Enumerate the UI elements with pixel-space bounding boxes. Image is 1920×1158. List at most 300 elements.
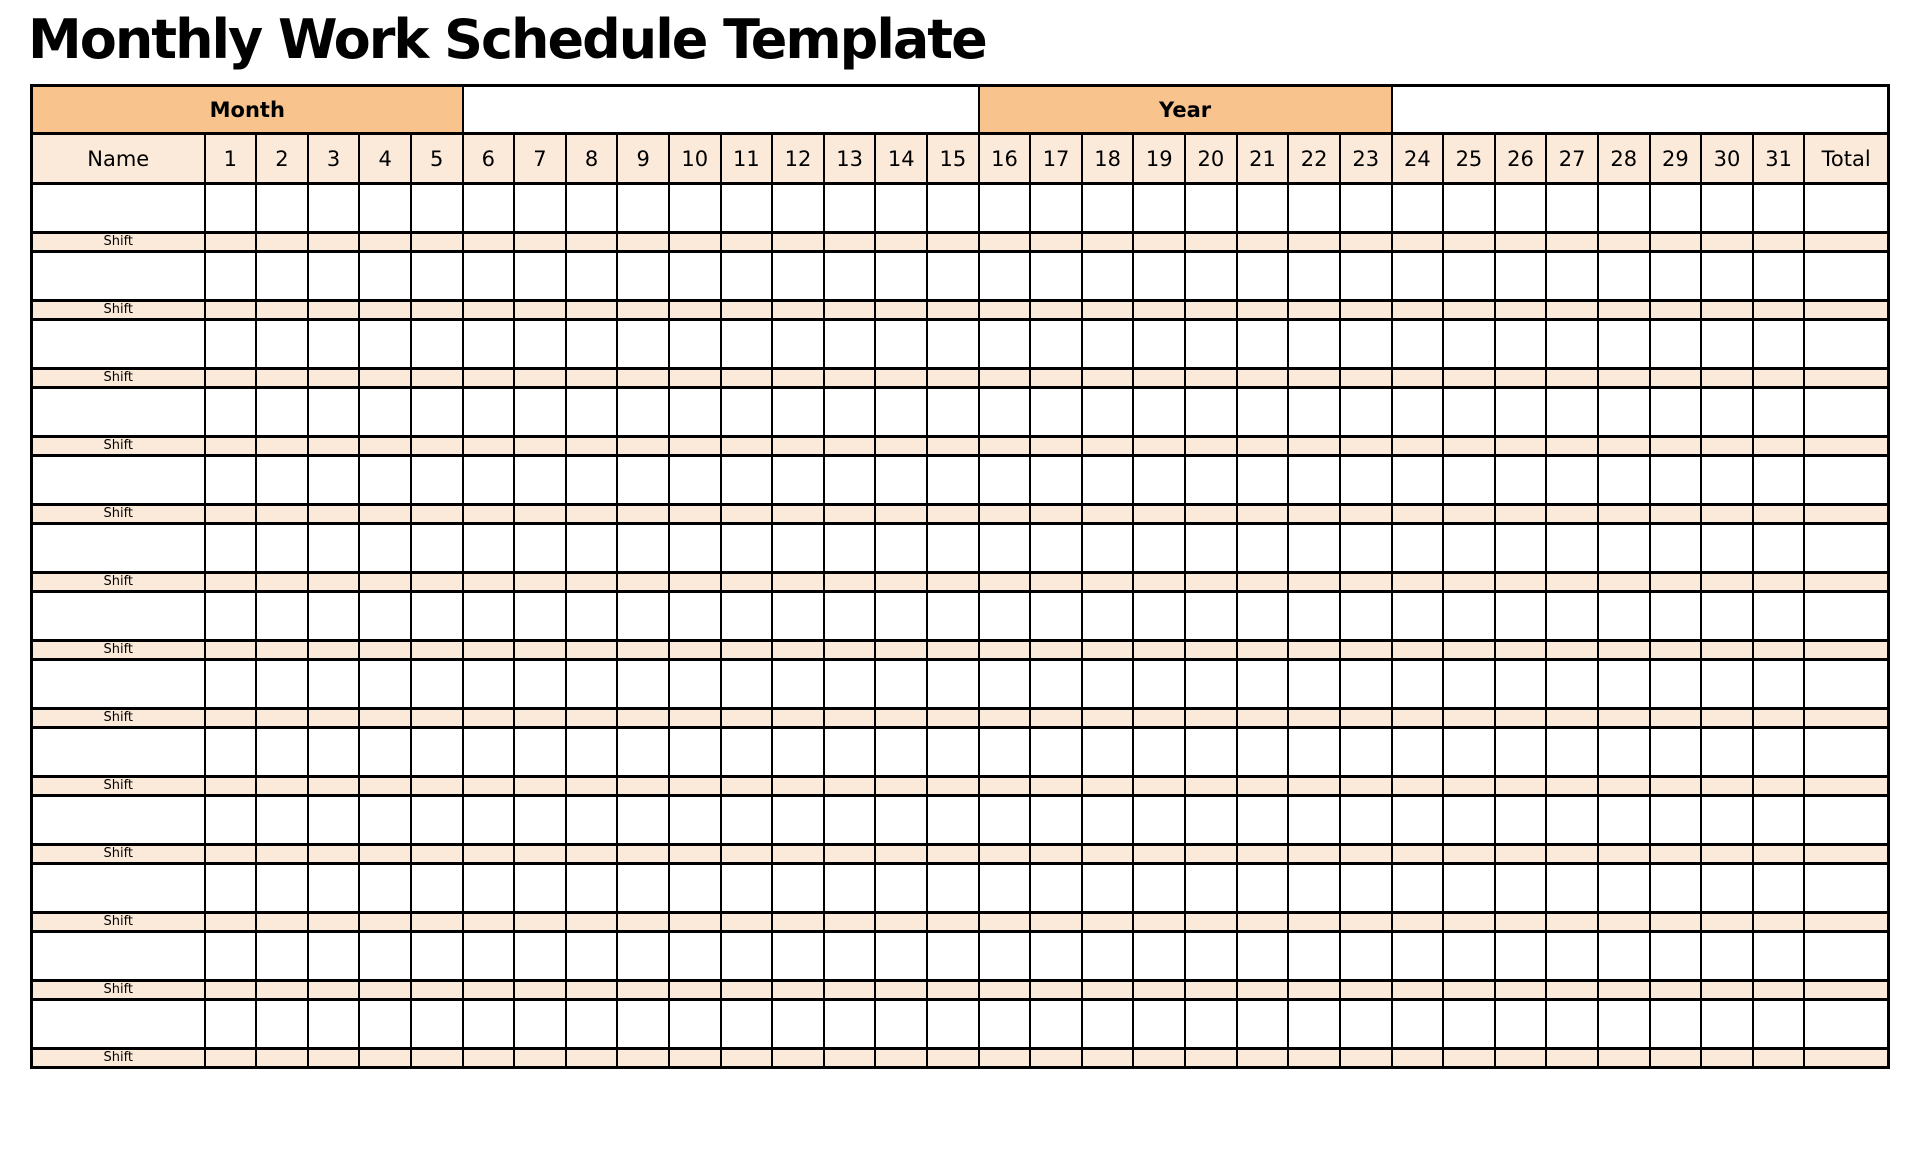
shift-entry-cell[interactable] bbox=[1030, 573, 1082, 592]
day-entry-cell[interactable] bbox=[1340, 932, 1392, 981]
day-entry-cell[interactable] bbox=[721, 184, 773, 233]
shift-entry-cell[interactable] bbox=[927, 1049, 979, 1068]
day-entry-cell[interactable] bbox=[875, 320, 927, 369]
day-entry-cell[interactable] bbox=[1753, 592, 1805, 641]
shift-entry-cell[interactable] bbox=[1495, 369, 1547, 388]
day-entry-cell[interactable] bbox=[1237, 796, 1289, 845]
day-entry-cell[interactable] bbox=[1753, 320, 1805, 369]
day-entry-cell[interactable] bbox=[1133, 932, 1185, 981]
shift-entry-cell[interactable] bbox=[1650, 641, 1702, 660]
shift-entry-cell[interactable] bbox=[1340, 641, 1392, 660]
shift-entry-cell[interactable] bbox=[1185, 913, 1237, 932]
day-entry-cell[interactable] bbox=[1598, 728, 1650, 777]
day-entry-cell[interactable] bbox=[721, 592, 773, 641]
day-entry-cell[interactable] bbox=[205, 252, 257, 301]
shift-entry-cell[interactable] bbox=[669, 981, 721, 1000]
shift-entry-cell[interactable] bbox=[1133, 573, 1185, 592]
shift-entry-cell[interactable] bbox=[359, 777, 411, 796]
shift-entry-cell[interactable] bbox=[721, 709, 773, 728]
day-entry-cell[interactable] bbox=[1082, 320, 1134, 369]
shift-entry-cell[interactable] bbox=[721, 777, 773, 796]
shift-entry-cell[interactable] bbox=[875, 573, 927, 592]
day-entry-cell[interactable] bbox=[1133, 592, 1185, 641]
day-entry-cell[interactable] bbox=[1237, 388, 1289, 437]
shift-entry-cell[interactable] bbox=[721, 641, 773, 660]
day-entry-cell[interactable] bbox=[979, 796, 1031, 845]
day-entry-cell[interactable] bbox=[205, 524, 257, 573]
employee-name-cell[interactable] bbox=[32, 320, 205, 369]
shift-entry-cell[interactable] bbox=[979, 641, 1031, 660]
shift-entry-cell[interactable] bbox=[1030, 1049, 1082, 1068]
shift-entry-cell[interactable] bbox=[927, 233, 979, 252]
shift-entry-cell[interactable] bbox=[566, 777, 618, 796]
shift-entry-cell[interactable] bbox=[1030, 233, 1082, 252]
shift-entry-cell[interactable] bbox=[308, 777, 360, 796]
shift-entry-cell[interactable] bbox=[1701, 369, 1753, 388]
shift-entry-cell[interactable] bbox=[1082, 301, 1134, 320]
day-entry-cell[interactable] bbox=[927, 796, 979, 845]
day-entry-cell[interactable] bbox=[359, 320, 411, 369]
shift-entry-cell[interactable] bbox=[1495, 845, 1547, 864]
day-entry-cell[interactable] bbox=[1546, 456, 1598, 505]
shift-entry-cell[interactable] bbox=[1185, 369, 1237, 388]
shift-entry-cell[interactable] bbox=[1288, 641, 1340, 660]
shift-entry-cell[interactable] bbox=[1082, 641, 1134, 660]
day-entry-cell[interactable] bbox=[1598, 524, 1650, 573]
day-entry-cell[interactable] bbox=[1701, 728, 1753, 777]
day-entry-cell[interactable] bbox=[772, 932, 824, 981]
shift-entry-cell[interactable] bbox=[1340, 777, 1392, 796]
shift-entry-cell[interactable] bbox=[514, 301, 566, 320]
day-entry-cell[interactable] bbox=[308, 864, 360, 913]
day-entry-cell[interactable] bbox=[463, 1000, 515, 1049]
shift-entry-cell[interactable] bbox=[463, 233, 515, 252]
shift-entry-cell[interactable] bbox=[1340, 913, 1392, 932]
shift-entry-cell[interactable] bbox=[1133, 505, 1185, 524]
day-entry-cell[interactable] bbox=[1133, 524, 1185, 573]
day-entry-cell[interactable] bbox=[721, 388, 773, 437]
shift-entry-cell[interactable] bbox=[514, 573, 566, 592]
shift-entry-cell[interactable] bbox=[1340, 845, 1392, 864]
shift-entry-cell[interactable] bbox=[1598, 233, 1650, 252]
day-entry-cell[interactable] bbox=[566, 592, 618, 641]
day-entry-cell[interactable] bbox=[824, 864, 876, 913]
shift-entry-cell[interactable] bbox=[411, 777, 463, 796]
shift-entry-cell[interactable] bbox=[205, 369, 257, 388]
shift-entry-cell[interactable] bbox=[463, 505, 515, 524]
shift-entry-cell[interactable] bbox=[669, 641, 721, 660]
shift-entry-cell[interactable] bbox=[1546, 1049, 1598, 1068]
shift-entry-cell[interactable] bbox=[824, 641, 876, 660]
day-entry-cell[interactable] bbox=[1650, 728, 1702, 777]
day-entry-cell[interactable] bbox=[772, 388, 824, 437]
shift-entry-cell[interactable] bbox=[411, 913, 463, 932]
shift-entry-cell[interactable] bbox=[205, 709, 257, 728]
day-entry-cell[interactable] bbox=[1288, 320, 1340, 369]
shift-entry-cell[interactable] bbox=[1082, 709, 1134, 728]
day-entry-cell[interactable] bbox=[1650, 456, 1702, 505]
day-entry-cell[interactable] bbox=[566, 184, 618, 233]
day-entry-cell[interactable] bbox=[1650, 388, 1702, 437]
shift-entry-cell[interactable] bbox=[1392, 369, 1444, 388]
shift-entry-cell[interactable] bbox=[566, 913, 618, 932]
shift-entry-cell[interactable] bbox=[1133, 437, 1185, 456]
shift-entry-cell[interactable] bbox=[1753, 573, 1805, 592]
shift-entry-cell[interactable] bbox=[1753, 709, 1805, 728]
shift-entry-cell[interactable] bbox=[1546, 981, 1598, 1000]
day-entry-cell[interactable] bbox=[1598, 864, 1650, 913]
day-entry-cell[interactable] bbox=[1650, 1000, 1702, 1049]
shift-entry-cell[interactable] bbox=[1392, 573, 1444, 592]
shift-entry-cell[interactable] bbox=[1237, 709, 1289, 728]
shift-entry-cell[interactable] bbox=[772, 301, 824, 320]
day-entry-cell[interactable] bbox=[205, 456, 257, 505]
day-entry-cell[interactable] bbox=[772, 864, 824, 913]
employee-name-cell[interactable] bbox=[32, 932, 205, 981]
shift-entry-cell[interactable] bbox=[927, 505, 979, 524]
day-entry-cell[interactable] bbox=[617, 252, 669, 301]
day-entry-cell[interactable] bbox=[1392, 864, 1444, 913]
day-entry-cell[interactable] bbox=[1701, 456, 1753, 505]
day-entry-cell[interactable] bbox=[979, 864, 1031, 913]
employee-name-cell[interactable] bbox=[32, 592, 205, 641]
shift-entry-cell[interactable] bbox=[617, 301, 669, 320]
day-entry-cell[interactable] bbox=[566, 456, 618, 505]
shift-entry-cell[interactable] bbox=[927, 641, 979, 660]
shift-entry-cell[interactable] bbox=[617, 1049, 669, 1068]
shift-entry-cell[interactable] bbox=[1443, 981, 1495, 1000]
day-entry-cell[interactable] bbox=[566, 796, 618, 845]
day-entry-cell[interactable] bbox=[1288, 864, 1340, 913]
day-entry-cell[interactable] bbox=[1340, 864, 1392, 913]
shift-entry-cell[interactable] bbox=[1650, 777, 1702, 796]
shift-entry-cell[interactable] bbox=[205, 981, 257, 1000]
shift-entry-cell[interactable] bbox=[1392, 913, 1444, 932]
day-entry-cell[interactable] bbox=[1598, 932, 1650, 981]
shift-entry-cell[interactable] bbox=[411, 845, 463, 864]
total-entry-cell[interactable] bbox=[1804, 728, 1888, 777]
day-entry-cell[interactable] bbox=[1133, 252, 1185, 301]
shift-entry-cell[interactable] bbox=[772, 777, 824, 796]
shift-entry-cell[interactable] bbox=[1237, 913, 1289, 932]
day-entry-cell[interactable] bbox=[1546, 796, 1598, 845]
day-entry-cell[interactable] bbox=[1495, 456, 1547, 505]
shift-entry-cell[interactable] bbox=[1495, 437, 1547, 456]
shift-entry-cell[interactable] bbox=[514, 505, 566, 524]
shift-entry-cell[interactable] bbox=[617, 709, 669, 728]
shift-entry-cell[interactable] bbox=[205, 233, 257, 252]
shift-entry-cell[interactable] bbox=[1392, 981, 1444, 1000]
shift-entry-cell[interactable] bbox=[1443, 369, 1495, 388]
shift-entry-cell[interactable] bbox=[1443, 437, 1495, 456]
shift-total-cell[interactable] bbox=[1804, 1049, 1888, 1068]
shift-entry-cell[interactable] bbox=[411, 233, 463, 252]
shift-entry-cell[interactable] bbox=[411, 981, 463, 1000]
shift-entry-cell[interactable] bbox=[1495, 777, 1547, 796]
day-entry-cell[interactable] bbox=[1598, 184, 1650, 233]
shift-entry-cell[interactable] bbox=[875, 505, 927, 524]
shift-entry-cell[interactable] bbox=[927, 573, 979, 592]
shift-entry-cell[interactable] bbox=[308, 233, 360, 252]
total-entry-cell[interactable] bbox=[1804, 252, 1888, 301]
day-entry-cell[interactable] bbox=[514, 184, 566, 233]
shift-entry-cell[interactable] bbox=[1185, 437, 1237, 456]
shift-entry-cell[interactable] bbox=[1288, 913, 1340, 932]
day-entry-cell[interactable] bbox=[1443, 796, 1495, 845]
day-entry-cell[interactable] bbox=[1185, 388, 1237, 437]
employee-name-cell[interactable] bbox=[32, 660, 205, 709]
day-entry-cell[interactable] bbox=[463, 660, 515, 709]
day-entry-cell[interactable] bbox=[1392, 456, 1444, 505]
day-entry-cell[interactable] bbox=[1495, 864, 1547, 913]
shift-entry-cell[interactable] bbox=[1237, 641, 1289, 660]
day-entry-cell[interactable] bbox=[1185, 592, 1237, 641]
day-entry-cell[interactable] bbox=[359, 252, 411, 301]
day-entry-cell[interactable] bbox=[411, 660, 463, 709]
shift-entry-cell[interactable] bbox=[411, 437, 463, 456]
shift-entry-cell[interactable] bbox=[514, 369, 566, 388]
day-entry-cell[interactable] bbox=[205, 592, 257, 641]
shift-entry-cell[interactable] bbox=[772, 1049, 824, 1068]
shift-entry-cell[interactable] bbox=[1392, 641, 1444, 660]
shift-entry-cell[interactable] bbox=[256, 777, 308, 796]
day-entry-cell[interactable] bbox=[359, 796, 411, 845]
shift-entry-cell[interactable] bbox=[1443, 709, 1495, 728]
day-entry-cell[interactable] bbox=[1288, 932, 1340, 981]
shift-total-cell[interactable] bbox=[1804, 437, 1888, 456]
day-entry-cell[interactable] bbox=[979, 456, 1031, 505]
shift-entry-cell[interactable] bbox=[1237, 573, 1289, 592]
shift-entry-cell[interactable] bbox=[617, 845, 669, 864]
shift-entry-cell[interactable] bbox=[308, 437, 360, 456]
shift-entry-cell[interactable] bbox=[875, 437, 927, 456]
shift-total-cell[interactable] bbox=[1804, 641, 1888, 660]
day-entry-cell[interactable] bbox=[308, 524, 360, 573]
shift-entry-cell[interactable] bbox=[256, 981, 308, 1000]
day-entry-cell[interactable] bbox=[1546, 524, 1598, 573]
shift-entry-cell[interactable] bbox=[721, 913, 773, 932]
shift-total-cell[interactable] bbox=[1804, 573, 1888, 592]
day-entry-cell[interactable] bbox=[1495, 388, 1547, 437]
day-entry-cell[interactable] bbox=[411, 864, 463, 913]
day-entry-cell[interactable] bbox=[772, 796, 824, 845]
day-entry-cell[interactable] bbox=[721, 796, 773, 845]
day-entry-cell[interactable] bbox=[411, 592, 463, 641]
shift-entry-cell[interactable] bbox=[1340, 233, 1392, 252]
shift-entry-cell[interactable] bbox=[721, 845, 773, 864]
day-entry-cell[interactable] bbox=[772, 184, 824, 233]
shift-entry-cell[interactable] bbox=[1288, 845, 1340, 864]
day-entry-cell[interactable] bbox=[1443, 456, 1495, 505]
year-input-cell[interactable] bbox=[1392, 86, 1889, 134]
shift-entry-cell[interactable] bbox=[979, 369, 1031, 388]
day-entry-cell[interactable] bbox=[256, 660, 308, 709]
day-entry-cell[interactable] bbox=[1495, 932, 1547, 981]
day-entry-cell[interactable] bbox=[979, 388, 1031, 437]
shift-entry-cell[interactable] bbox=[617, 777, 669, 796]
day-entry-cell[interactable] bbox=[875, 524, 927, 573]
shift-entry-cell[interactable] bbox=[514, 233, 566, 252]
day-entry-cell[interactable] bbox=[1753, 660, 1805, 709]
day-entry-cell[interactable] bbox=[1392, 728, 1444, 777]
day-entry-cell[interactable] bbox=[514, 932, 566, 981]
shift-entry-cell[interactable] bbox=[359, 641, 411, 660]
day-entry-cell[interactable] bbox=[1443, 728, 1495, 777]
day-entry-cell[interactable] bbox=[1185, 456, 1237, 505]
shift-entry-cell[interactable] bbox=[1753, 845, 1805, 864]
day-entry-cell[interactable] bbox=[1546, 932, 1598, 981]
shift-entry-cell[interactable] bbox=[411, 301, 463, 320]
shift-entry-cell[interactable] bbox=[205, 301, 257, 320]
day-entry-cell[interactable] bbox=[411, 796, 463, 845]
day-entry-cell[interactable] bbox=[1546, 864, 1598, 913]
day-entry-cell[interactable] bbox=[1753, 1000, 1805, 1049]
shift-entry-cell[interactable] bbox=[1082, 573, 1134, 592]
shift-entry-cell[interactable] bbox=[1650, 1049, 1702, 1068]
shift-entry-cell[interactable] bbox=[359, 1049, 411, 1068]
shift-entry-cell[interactable] bbox=[256, 437, 308, 456]
shift-entry-cell[interactable] bbox=[1753, 1049, 1805, 1068]
shift-entry-cell[interactable] bbox=[256, 369, 308, 388]
shift-entry-cell[interactable] bbox=[824, 913, 876, 932]
day-entry-cell[interactable] bbox=[359, 184, 411, 233]
day-entry-cell[interactable] bbox=[1237, 864, 1289, 913]
day-entry-cell[interactable] bbox=[1185, 184, 1237, 233]
day-entry-cell[interactable] bbox=[979, 1000, 1031, 1049]
day-entry-cell[interactable] bbox=[1237, 184, 1289, 233]
shift-entry-cell[interactable] bbox=[1495, 981, 1547, 1000]
shift-entry-cell[interactable] bbox=[1443, 777, 1495, 796]
shift-entry-cell[interactable] bbox=[1495, 301, 1547, 320]
shift-entry-cell[interactable] bbox=[1185, 709, 1237, 728]
shift-entry-cell[interactable] bbox=[772, 233, 824, 252]
shift-entry-cell[interactable] bbox=[1392, 777, 1444, 796]
day-entry-cell[interactable] bbox=[1133, 184, 1185, 233]
shift-entry-cell[interactable] bbox=[772, 981, 824, 1000]
day-entry-cell[interactable] bbox=[824, 660, 876, 709]
day-entry-cell[interactable] bbox=[1185, 728, 1237, 777]
employee-name-cell[interactable] bbox=[32, 1000, 205, 1049]
day-entry-cell[interactable] bbox=[1392, 388, 1444, 437]
shift-entry-cell[interactable] bbox=[927, 301, 979, 320]
shift-entry-cell[interactable] bbox=[824, 301, 876, 320]
shift-entry-cell[interactable] bbox=[1185, 777, 1237, 796]
day-entry-cell[interactable] bbox=[824, 524, 876, 573]
day-entry-cell[interactable] bbox=[308, 320, 360, 369]
day-entry-cell[interactable] bbox=[411, 456, 463, 505]
shift-entry-cell[interactable] bbox=[1030, 437, 1082, 456]
shift-entry-cell[interactable] bbox=[359, 437, 411, 456]
day-entry-cell[interactable] bbox=[205, 1000, 257, 1049]
shift-entry-cell[interactable] bbox=[1546, 437, 1598, 456]
shift-entry-cell[interactable] bbox=[1030, 505, 1082, 524]
shift-entry-cell[interactable] bbox=[411, 505, 463, 524]
day-entry-cell[interactable] bbox=[1030, 388, 1082, 437]
shift-entry-cell[interactable] bbox=[1598, 777, 1650, 796]
total-entry-cell[interactable] bbox=[1804, 184, 1888, 233]
shift-entry-cell[interactable] bbox=[463, 777, 515, 796]
shift-entry-cell[interactable] bbox=[256, 233, 308, 252]
day-entry-cell[interactable] bbox=[927, 728, 979, 777]
shift-entry-cell[interactable] bbox=[1392, 301, 1444, 320]
day-entry-cell[interactable] bbox=[1082, 796, 1134, 845]
day-entry-cell[interactable] bbox=[256, 388, 308, 437]
day-entry-cell[interactable] bbox=[1133, 864, 1185, 913]
shift-entry-cell[interactable] bbox=[308, 913, 360, 932]
shift-entry-cell[interactable] bbox=[1546, 505, 1598, 524]
shift-entry-cell[interactable] bbox=[1443, 301, 1495, 320]
day-entry-cell[interactable] bbox=[205, 320, 257, 369]
day-entry-cell[interactable] bbox=[359, 456, 411, 505]
shift-entry-cell[interactable] bbox=[927, 369, 979, 388]
day-entry-cell[interactable] bbox=[514, 388, 566, 437]
day-entry-cell[interactable] bbox=[1546, 592, 1598, 641]
shift-entry-cell[interactable] bbox=[1546, 369, 1598, 388]
shift-entry-cell[interactable] bbox=[256, 845, 308, 864]
shift-entry-cell[interactable] bbox=[1340, 1049, 1392, 1068]
shift-entry-cell[interactable] bbox=[1546, 233, 1598, 252]
shift-entry-cell[interactable] bbox=[514, 641, 566, 660]
shift-entry-cell[interactable] bbox=[1082, 913, 1134, 932]
shift-entry-cell[interactable] bbox=[669, 301, 721, 320]
shift-entry-cell[interactable] bbox=[566, 505, 618, 524]
day-entry-cell[interactable] bbox=[1495, 320, 1547, 369]
shift-entry-cell[interactable] bbox=[256, 505, 308, 524]
shift-entry-cell[interactable] bbox=[411, 369, 463, 388]
day-entry-cell[interactable] bbox=[1753, 728, 1805, 777]
shift-entry-cell[interactable] bbox=[308, 845, 360, 864]
shift-total-cell[interactable] bbox=[1804, 981, 1888, 1000]
shift-entry-cell[interactable] bbox=[617, 437, 669, 456]
day-entry-cell[interactable] bbox=[1753, 388, 1805, 437]
day-entry-cell[interactable] bbox=[979, 592, 1031, 641]
shift-entry-cell[interactable] bbox=[1288, 709, 1340, 728]
day-entry-cell[interactable] bbox=[1701, 252, 1753, 301]
shift-entry-cell[interactable] bbox=[721, 369, 773, 388]
shift-entry-cell[interactable] bbox=[979, 233, 1031, 252]
shift-entry-cell[interactable] bbox=[1495, 573, 1547, 592]
day-entry-cell[interactable] bbox=[875, 1000, 927, 1049]
shift-entry-cell[interactable] bbox=[721, 573, 773, 592]
day-entry-cell[interactable] bbox=[721, 252, 773, 301]
shift-entry-cell[interactable] bbox=[979, 437, 1031, 456]
day-entry-cell[interactable] bbox=[824, 252, 876, 301]
day-entry-cell[interactable] bbox=[721, 932, 773, 981]
shift-entry-cell[interactable] bbox=[617, 981, 669, 1000]
shift-entry-cell[interactable] bbox=[566, 573, 618, 592]
day-entry-cell[interactable] bbox=[772, 660, 824, 709]
employee-name-cell[interactable] bbox=[32, 524, 205, 573]
day-entry-cell[interactable] bbox=[824, 388, 876, 437]
shift-entry-cell[interactable] bbox=[1237, 505, 1289, 524]
shift-entry-cell[interactable] bbox=[1340, 505, 1392, 524]
shift-entry-cell[interactable] bbox=[359, 845, 411, 864]
day-entry-cell[interactable] bbox=[1650, 184, 1702, 233]
shift-entry-cell[interactable] bbox=[1701, 505, 1753, 524]
shift-entry-cell[interactable] bbox=[1340, 573, 1392, 592]
day-entry-cell[interactable] bbox=[979, 320, 1031, 369]
shift-entry-cell[interactable] bbox=[1753, 437, 1805, 456]
shift-entry-cell[interactable] bbox=[1753, 913, 1805, 932]
day-entry-cell[interactable] bbox=[256, 524, 308, 573]
day-entry-cell[interactable] bbox=[1650, 796, 1702, 845]
day-entry-cell[interactable] bbox=[1753, 184, 1805, 233]
employee-name-cell[interactable] bbox=[32, 456, 205, 505]
shift-entry-cell[interactable] bbox=[1288, 369, 1340, 388]
shift-entry-cell[interactable] bbox=[1546, 301, 1598, 320]
shift-entry-cell[interactable] bbox=[1753, 233, 1805, 252]
day-entry-cell[interactable] bbox=[927, 320, 979, 369]
